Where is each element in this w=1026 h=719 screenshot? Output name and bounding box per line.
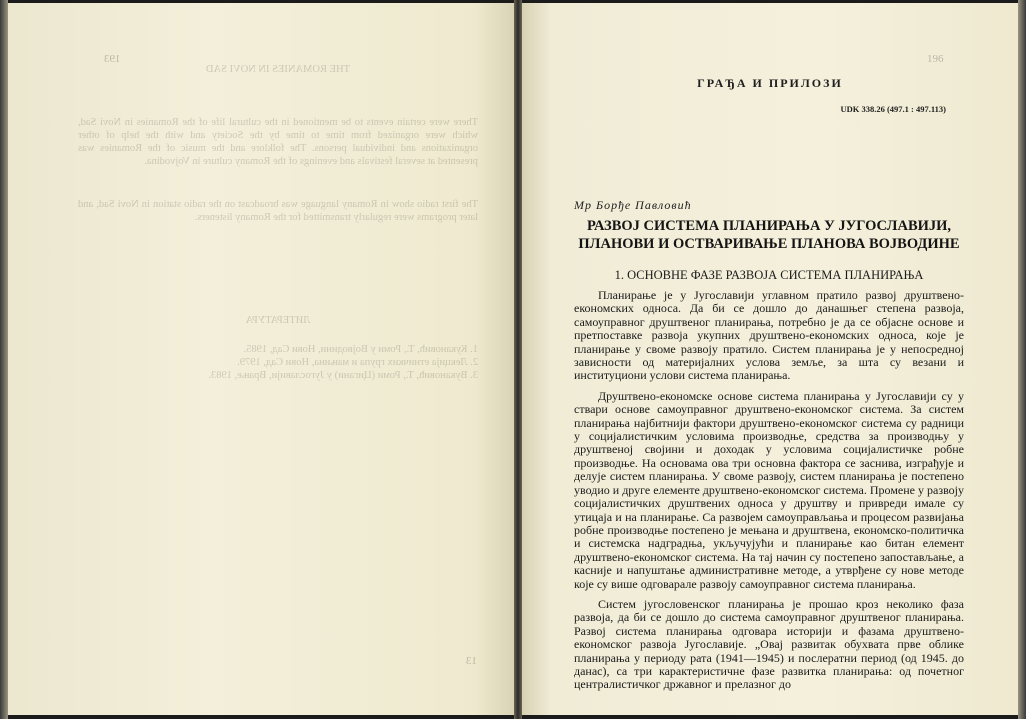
left-page-number-top: 193 — [104, 53, 121, 65]
right-page-number: 196 — [927, 53, 944, 65]
article-author: Мр Борђе Павловић — [574, 198, 692, 212]
article-title-line-1: РАЗВОЈ СИСТЕМА ПЛАНИРАЊА У ЈУГОСЛАВИЈИ, — [586, 218, 952, 234]
article-title — [574, 217, 964, 253]
bleed-line: ЛИТЕРАТУРА — [245, 315, 311, 326]
udk-classification: UDK 338.26 (497.1 : 497.113) — [840, 104, 946, 114]
body-paragraph-2: Друштвено-економске основе система планирања у Југославији су у ствари основе самоуправног друштвено-економског система. За систем планирања најбитнији фактори друштвено-економског система су радници у социјалистичким условима производње, средства за производњу у друштвеној својини и доходак у условима социјалистичке робне производње. На основама ова три основна фактора се заснива, изграђује и делује систем планирања. У своме развоју, систем планирања је постепено уводио и друге елементе друштвено-економског система. Промене у развоју социјалистичких друштвених односа у друштву и привреди имале су утицаја и на планирање. Са развојем самоуправљања и процесом развијања робне производње постепено је мењана и друштвена, економско-политичка и системска надградња, укључујући и планирање као битан елемент друштвено-економског система. На тај начин су постепено запостављање, а касније и напуштање административне методе, а утврђене су нове методе које су више одговарале развоју самоуправног система планирања. — [574, 388, 964, 591]
bleed-line: 1. Кукановић, Т., Роми у Војводини, Нови Сад, 1985. — [243, 344, 478, 355]
bleed-line: ТНЕ ROMANIES IN NOVI SAD — [205, 64, 351, 75]
bleed-line: The first radio show in Romany language was broadcast on the radio station in Novi Sad, and later programs were regularly transmitted for the Romany listeners. — [78, 199, 478, 223]
article-title-line-2: ПЛАНОВИ И ОСТВАРИВАЊЕ ПЛАНОВА ВОЈВОДИНЕ — [578, 236, 960, 252]
body-paragraph-1: Планирање је у Југославији углавном пратило развој друштвено-економских односа. Да би се дошло до данашњег степена развоја, самоуправног друштвеног планирања, потребно је да се објасне основе и претпоставке развоја укупних друштвено-економских односа, које је планирање у своме развоју пратило. Систем планирања је у непосредној зависности од материјалних услова земље, за шта су везани и институциони услови система планирања. — [574, 288, 964, 383]
bleed-through-text — [78, 63, 478, 382]
journal-section-header: ГРАЂА И ПРИЛОЗИ — [697, 76, 843, 90]
book-edge-left — [0, 0, 8, 719]
left-page-number-bottom: 13 — [466, 655, 477, 667]
section-heading: 1. ОСНОВНЕ ФАЗЕ РАЗВОЈА СИСТЕМА ПЛАНИРАЊА — [614, 268, 924, 282]
bleed-line: 3. Вукановић, Т., Роми (Цигани) у Југославији, Врање, 1983. — [208, 370, 478, 381]
article-body — [574, 289, 964, 699]
bleed-line: There were certain events to be mentioned in the cultural life of the Romanies in Novi Sad, which were organized from time to time by the Society and with the help of other organizations and individual persons. The folklore and the music of the Romanies was presented at several festivals and evenings of the Romany culture in Vojvodina. — [78, 117, 478, 167]
book-gutter — [514, 0, 522, 719]
body-paragraph-3: Систем југословенског планирања је прошао кроз неколико фаза развоја, да би се дошло до система самоуправног друштвеног планирања. Развој система планирања одговара историји и фазама друштвено-економског развоја Југославије. „Овај развитак обухвата прве облике планирања у периоду рата (1941—1945) и послератни период (од 1945. до данас), са три карактеристичне фазе развитка планирања: од почетног централистичког државног и прелазног до — [574, 596, 964, 692]
book-edge-right — [1018, 0, 1026, 719]
right-page — [522, 3, 1018, 715]
left-page — [8, 3, 514, 715]
bleed-line: 2. Лекција етничких група и мањина, Нови Сад, 1979. — [237, 357, 478, 368]
